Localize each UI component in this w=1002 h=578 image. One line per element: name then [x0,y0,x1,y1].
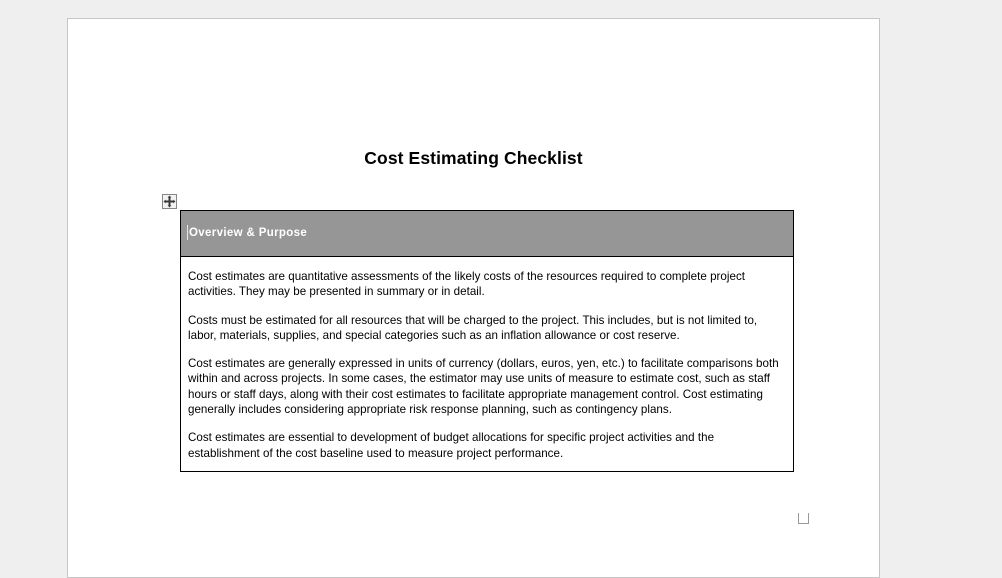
body-paragraph-2: Costs must be estimated for all resources that will be charged to the project. This includes, but is not limited to, labor, materials, supplies, and special categories such as an inflation allowance or cost reserve. [188,313,758,342]
body-paragraph-1: Cost estimates are quantitative assessments of the likely costs of the resources required to complete project activities. They may be presented in summary or in detail. [188,270,746,299]
table-row-section-header [181,211,794,257]
document-page [67,18,880,578]
section-body-cell[interactable] [181,257,794,472]
table-row-body [181,257,794,472]
page-title: Cost Estimating Checklist [364,147,583,168]
body-paragraph-4: Cost estimates are essential to development of budget allocations for specific project activities and the establishment of the cost baseline used to measure project performance. [188,431,715,460]
section-header-cell[interactable] [181,211,794,257]
checklist-table [180,210,794,472]
resize-corner-icon[interactable] [798,513,809,524]
move-cross-icon[interactable] [162,194,177,209]
section-header-label: Overview & Purpose [189,227,308,239]
text-caret [187,225,188,240]
body-paragraph-3: Cost estimates are generally expressed in units of currency (dollars, euros, yen, etc.) to facilitate comparisons both within and across projects. In some cases, the estimator may use units of measure to estimate cost, such as staff hours or staff days, along with their cost estimates to facilitate appropriate management control. Cost estimating generally includes considering appropriate risk response planning, such as contingency plans. [188,357,779,417]
